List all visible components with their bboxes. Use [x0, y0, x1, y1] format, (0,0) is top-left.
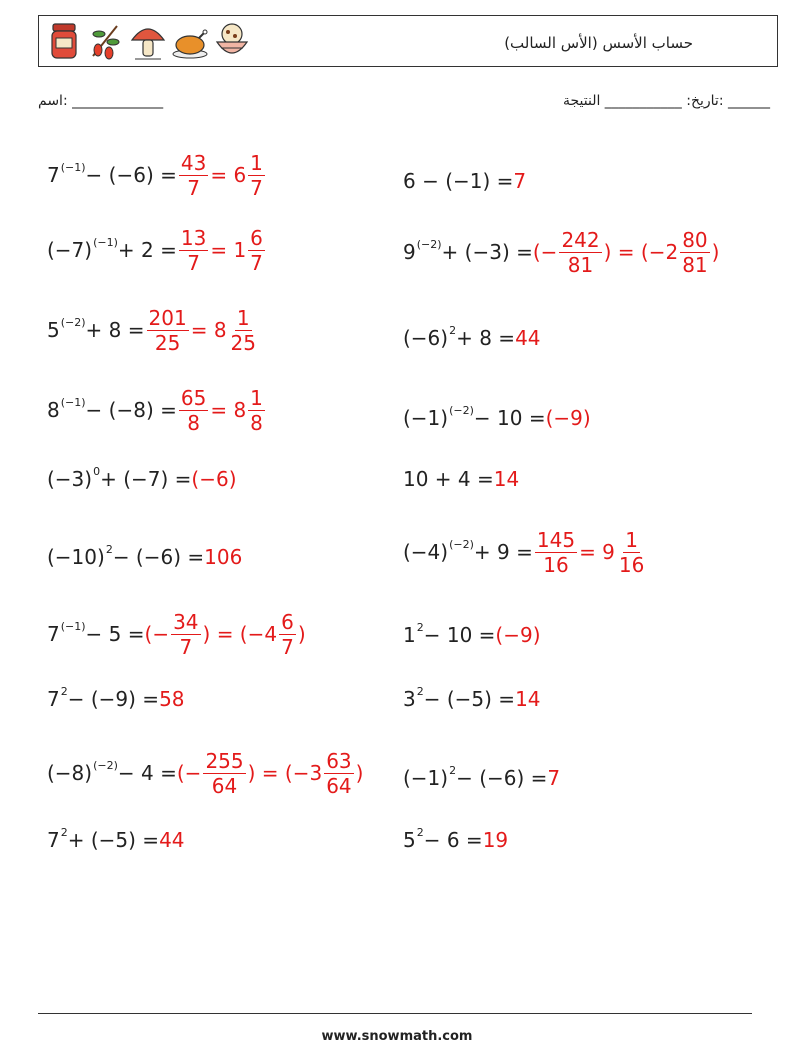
answer-equals-whole: = 1 [210, 238, 247, 262]
denominator: 16 [543, 552, 569, 577]
exponent: (−2) [93, 758, 118, 772]
paren-open: (− [176, 761, 202, 785]
numerator: 242 [561, 227, 600, 252]
exponent: 2 [416, 620, 424, 634]
exponent: (−1) [60, 619, 86, 633]
problem-expression: (−3) [47, 467, 93, 491]
numerator: 1 [625, 527, 638, 552]
problem-expression: 7 [47, 163, 60, 187]
exponent: (−2) [60, 315, 86, 329]
numerator: 34 [173, 609, 199, 634]
fraction [279, 609, 296, 659]
exponent: (−1) [93, 235, 118, 249]
numerator: 65 [180, 385, 207, 410]
problem-1 [47, 150, 267, 200]
fraction [179, 225, 208, 275]
footer-url: www.snowmath.com [321, 1029, 473, 1044]
problem-17 [47, 748, 364, 798]
exponent: 2 [60, 684, 68, 698]
problem-13 [47, 609, 306, 659]
denominator: 7 [250, 250, 263, 275]
fraction [203, 748, 245, 798]
header-icons [45, 20, 251, 62]
numerator: 1 [250, 150, 263, 175]
answer: 44 [159, 828, 185, 852]
answer [177, 385, 267, 435]
answer [177, 150, 267, 200]
fraction [559, 227, 601, 277]
exponent: 2 [105, 542, 113, 556]
numerator: 80 [682, 227, 708, 252]
problem-operation: + 2 = [117, 238, 177, 262]
exponent: (−2) [449, 537, 474, 551]
answer-equals-whole: = 8 [190, 318, 227, 342]
problem-16 [403, 679, 541, 719]
answer: 14 [493, 467, 520, 491]
problem-14 [403, 615, 541, 655]
problem-expression: 1 [403, 623, 416, 647]
problem-18 [403, 758, 560, 798]
problem-12 [403, 527, 648, 577]
paren-close: ) [297, 622, 306, 646]
mushroom-icon [129, 20, 167, 62]
problem-7 [47, 385, 267, 435]
problem-operation: − (−6) = [112, 545, 205, 569]
denominator: 8 [187, 410, 200, 435]
problem-expression: 8 [47, 398, 60, 422]
problem-operation: + (−7) = [100, 467, 192, 491]
problem-operation: − (−9) = [67, 687, 160, 711]
roast-chicken-icon [171, 20, 209, 62]
answer-equals-whole: ) = (−2 [603, 240, 679, 264]
denominator: 64 [326, 773, 352, 798]
problem-operation: − 4 = [117, 761, 177, 785]
problem-operation: − (−6) = [456, 766, 548, 790]
worksheet-header [38, 15, 778, 67]
fraction [248, 225, 265, 275]
denominator: 7 [179, 634, 193, 659]
problem-expression: 7 [47, 622, 60, 646]
numerator: 145 [536, 527, 576, 552]
exponent: 2 [449, 763, 457, 777]
exponent: (−2) [416, 237, 442, 251]
problem-expression: (−7) [47, 238, 93, 262]
worksheet-title: حساب الأسس (الأس السالب) [504, 34, 693, 52]
problem-operation: − 6 = [423, 828, 483, 852]
numerator: 1 [236, 305, 250, 330]
numerator: 6 [281, 609, 294, 634]
answer [144, 609, 306, 659]
answer-equals-whole: = 9 [579, 540, 615, 564]
problem-operation: + (−3) = [441, 240, 533, 264]
numerator: 13 [180, 225, 207, 250]
denominator: 81 [682, 252, 708, 277]
exponent: 2 [416, 825, 424, 839]
problem-expression: 3 [403, 687, 416, 711]
jar-icon [45, 20, 83, 62]
problem-expression: (−1) [403, 406, 449, 430]
fraction [617, 527, 646, 577]
answer [177, 225, 267, 275]
answer: 7 [513, 169, 527, 193]
fraction [179, 150, 208, 200]
numerator: 63 [326, 748, 352, 773]
date-score-field: ______ :تاريخ: ___________ النتيجة [562, 93, 770, 109]
problem-operation: − 10 = [423, 623, 496, 647]
answer-equals-whole: = 6 [210, 163, 247, 187]
answer [176, 748, 364, 798]
answer: (−9) [545, 406, 591, 430]
answer [533, 527, 648, 577]
problem-expression: 9 [403, 240, 416, 264]
problem-15 [47, 679, 185, 719]
cookie-bowl-icon [213, 20, 251, 62]
problem-expression: (−1) [403, 766, 449, 790]
problem-expression: 5 [403, 828, 416, 852]
answer: 19 [482, 828, 509, 852]
exponent: (−1) [60, 395, 86, 409]
problem-operation: + 9 = [473, 540, 533, 564]
answer [145, 305, 260, 355]
answer: 44 [515, 326, 541, 350]
rose-hip-icon [87, 20, 125, 62]
problem-6 [403, 318, 541, 358]
answer: 106 [204, 545, 243, 569]
problem-expression: 5 [47, 318, 60, 342]
denominator: 25 [230, 330, 256, 355]
problem-operation: + 8 = [456, 326, 516, 350]
denominator: 7 [187, 175, 200, 200]
fraction [248, 385, 265, 435]
exponent: (−1) [60, 160, 86, 174]
paren-close: ) [355, 761, 364, 785]
denominator: 7 [250, 175, 263, 200]
fraction [147, 305, 189, 355]
denominator: 8 [250, 410, 263, 435]
fraction [179, 385, 208, 435]
exponent: 2 [60, 825, 68, 839]
problem-20 [403, 820, 508, 860]
problem-19 [47, 820, 185, 860]
answer: 7 [547, 766, 561, 790]
problem-expression: 10 + 4 = [403, 467, 494, 491]
problem-expression: 7 [47, 687, 60, 711]
paren-open: (− [144, 622, 170, 646]
answer: (−6) [191, 467, 237, 491]
problem-4 [403, 227, 720, 277]
numerator: 255 [205, 748, 244, 773]
problem-2 [403, 161, 526, 201]
exponent: 0 [93, 464, 101, 478]
problem-3 [47, 225, 267, 275]
numerator: 201 [148, 305, 187, 330]
problem-expression: 7 [47, 828, 60, 852]
fraction [680, 227, 709, 277]
denominator: 64 [211, 773, 238, 798]
problem-5 [47, 305, 260, 355]
exponent: (−2) [449, 403, 474, 417]
problem-operation: − 5 = [85, 622, 145, 646]
denominator: 16 [618, 552, 645, 577]
problem-operation: + 8 = [85, 318, 145, 342]
problem-expression: (−6) [403, 326, 449, 350]
answer-equals-whole: ) = (−4 [202, 622, 278, 646]
denominator: 7 [187, 250, 200, 275]
fraction [535, 527, 577, 577]
fraction [324, 748, 353, 798]
problem-operation: − (−8) = [85, 398, 177, 422]
paren-open: (− [532, 240, 558, 264]
denominator: 25 [154, 330, 181, 355]
exponent: 2 [449, 323, 457, 337]
answer: (−9) [495, 623, 541, 647]
problem-operation: + (−5) = [67, 828, 160, 852]
denominator: 81 [567, 252, 594, 277]
problem-expression: 6 − (−1) = [403, 169, 514, 193]
problem-expression: (−8) [47, 761, 93, 785]
answer: 58 [159, 687, 185, 711]
name-field: اسم: _____________ [38, 93, 164, 109]
numerator: 6 [250, 225, 263, 250]
numerator: 1 [250, 385, 263, 410]
numerator: 43 [180, 150, 207, 175]
problem-10 [403, 459, 519, 499]
problem-8 [403, 398, 591, 438]
footer-divider [38, 1013, 752, 1014]
answer-equals-whole: = 8 [210, 398, 247, 422]
problem-operation: − (−5) = [423, 687, 516, 711]
fraction [248, 150, 265, 200]
problem-expression: (−10) [47, 545, 105, 569]
fraction [171, 609, 200, 659]
exponent: 2 [416, 684, 424, 698]
denominator: 7 [281, 634, 294, 659]
answer: 14 [515, 687, 541, 711]
problem-11 [47, 537, 242, 577]
answer-equals-whole: ) = (−3 [247, 761, 323, 785]
problem-operation: − 10 = [473, 406, 546, 430]
problem-9 [47, 459, 237, 499]
problem-expression: (−4) [403, 540, 449, 564]
problem-operation: − (−6) = [85, 163, 177, 187]
paren-close: ) [711, 240, 720, 264]
answer [532, 227, 720, 277]
fraction [229, 305, 258, 355]
